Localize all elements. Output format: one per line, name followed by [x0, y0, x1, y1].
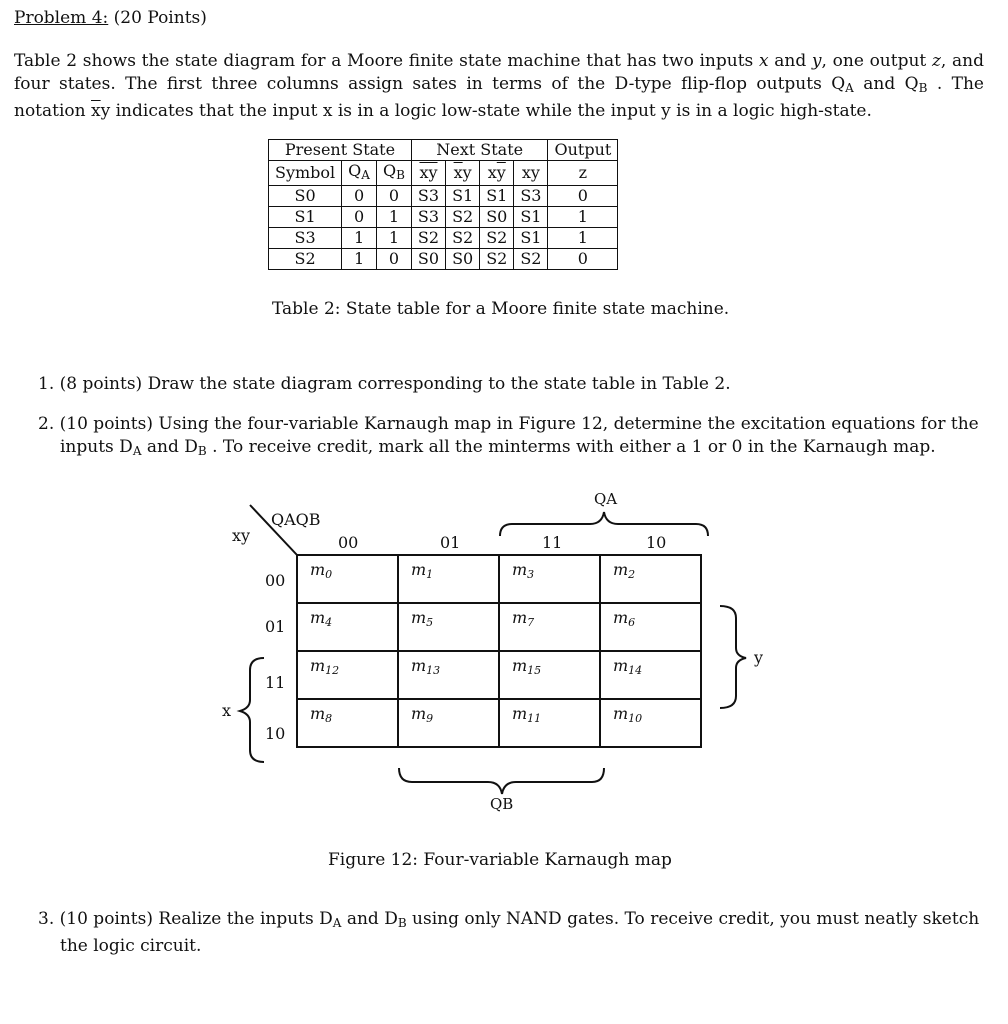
problem-intro: Table 2 shows the state diagram for a Moore finite state machine that has two inputs x and y, one output z, and four states. The first three columns assign sates in terms of the D-type flip-flop outputs $Q_A$ and $Q_B$ . The notation $\overline{x}y$ indicates that the input x is in a logic low-state while the input y is in a logic high-state.: [14, 51, 984, 121]
header-z: z: [548, 161, 618, 186]
kmap-cell[interactable]: $m_2$: [600, 555, 701, 603]
brace-qa-icon: [500, 512, 708, 536]
kmap-cell[interactable]: $m_4$: [297, 603, 398, 651]
header-qb: $Q_B$: [376, 161, 411, 186]
header-qa: $Q_A$: [342, 161, 377, 186]
table-row: S0 0 0 S3 S1 S1 S3 0: [269, 186, 618, 207]
header-next-state: Next State: [411, 140, 548, 161]
table-row: S1 0 1 S3 S2 S0 S1 1: [269, 207, 618, 228]
kmap-col-label: 11: [542, 533, 563, 552]
brace-qb-label: QB: [490, 795, 514, 813]
header-xy: xy: [514, 161, 548, 186]
kmap-col-label: 00: [338, 533, 359, 552]
kmap-cell[interactable]: $m_3$: [499, 555, 600, 603]
kmap-cell[interactable]: $m_{12}$: [297, 651, 398, 699]
kmap-cell[interactable]: $m_6$: [600, 603, 701, 651]
header-x-ybar: $x\overline{y}$: [480, 161, 514, 186]
kmap-cell[interactable]: $m_0$: [297, 555, 398, 603]
kmap-cell[interactable]: $m_{13}$: [398, 651, 499, 699]
karnaugh-map: [296, 554, 702, 748]
kmap-corner-top: QAQB: [271, 510, 321, 529]
brace-qa-label: QA: [594, 490, 618, 508]
brace-qb-icon: [399, 768, 604, 794]
figure-caption: Figure 12: Four-variable Karnaugh map: [328, 850, 672, 870]
kmap-cell[interactable]: $m_{11}$: [499, 699, 600, 747]
kmap-row-label: 01: [265, 617, 286, 636]
kmap-cell[interactable]: $m_1$: [398, 555, 499, 603]
kmap-cell[interactable]: $m_9$: [398, 699, 499, 747]
kmap-corner-left: xy: [232, 526, 251, 545]
question-3: 3. (10 points) Realize the inputs $D_A$ and $D_B$ using only NAND gates. To receive credit, you must neatly sketch the logic circuit.: [38, 909, 980, 956]
kmap-row-label: 00: [265, 571, 286, 590]
header-symbol: Symbol: [269, 161, 342, 186]
kmap-cell[interactable]: $m_8$: [297, 699, 398, 747]
table-row: S3 1 1 S2 S2 S2 S1 1: [269, 228, 618, 249]
kmap-cell[interactable]: $m_7$: [499, 603, 600, 651]
kmap-row-label: 11: [265, 673, 286, 692]
problem-label: Problem 4:: [14, 8, 109, 28]
header-output: Output: [548, 140, 618, 161]
table-row: S2 1 0 S0 S0 S2 S2 0: [269, 249, 618, 270]
header-present-state: Present State: [269, 140, 412, 161]
kmap-cell[interactable]: $m_5$: [398, 603, 499, 651]
kmap-col-label: 10: [646, 533, 667, 552]
kmap-col-label: 01: [440, 533, 461, 552]
kmap-cell[interactable]: $m_{14}$: [600, 651, 701, 699]
table-caption: Table 2: State table for a Moore finite state machine.: [272, 299, 730, 319]
brace-x-label: x: [222, 701, 232, 720]
kmap-cell[interactable]: $m_{15}$: [499, 651, 600, 699]
kmap-cell[interactable]: $m_{10}$: [600, 699, 701, 747]
problem-points: (20 Points): [113, 8, 207, 28]
question-1: 1. (8 points) Draw the state diagram corresponding to the state table in Table 2.: [38, 374, 731, 394]
question-2: 2. (10 points) Using the four-variable Karnaugh map in Figure 12, determine the excitation equations for the inputs $D_A$ and $D_B$ . To receive credit, mark all the minterms with either a 1 or 0 in the Karnaugh map.: [38, 414, 979, 458]
kmap-row-label: 10: [265, 724, 286, 743]
brace-y-label: y: [754, 648, 764, 667]
brace-y-icon: [720, 606, 746, 708]
header-xbar-ybar: $\overline{xy}$: [411, 161, 445, 186]
header-xbar-y: $\overline{x}y$: [446, 161, 480, 186]
brace-x-icon: [240, 658, 264, 762]
